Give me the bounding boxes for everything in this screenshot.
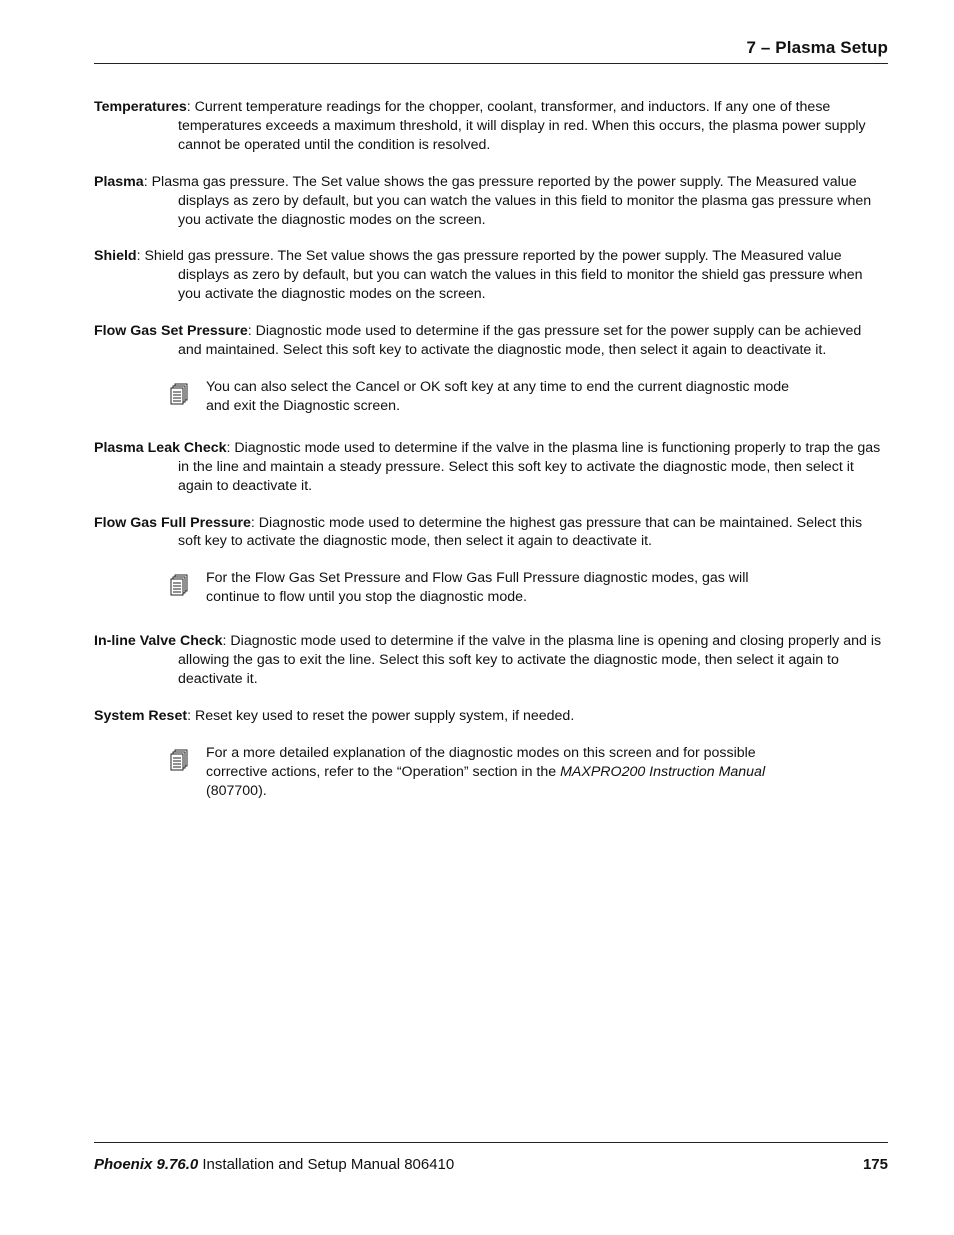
- term-description: : Shield gas pressure. The Set value shows the gas pressure reported by the power supply. The Measured value displays as zero by default, but you can watch the values in this field to monitor the shield gas pressure when you activate the diagnostic modes on the screen.: [136, 248, 863, 303]
- term-description: : Current temperature readings for the chopper, coolant, transformer, and inductors. If any one of these temperatures exceeds a maximum threshold, it will display in red. When this occurs, the plasma power supply cannot be operated until the condition is resolved.: [178, 99, 866, 153]
- manual-title: Installation and Setup Manual 806410: [198, 1156, 455, 1173]
- definition-in-line-valve-check: [94, 632, 888, 689]
- chapter-title: 7 – Plasma Setup: [746, 38, 888, 57]
- manual-reference: MAXPRO200 Instruction Manual: [560, 763, 766, 780]
- note-icon: [169, 574, 189, 598]
- definition-system-reset: [94, 707, 888, 726]
- page-header: [94, 34, 888, 64]
- note-block: [206, 744, 796, 801]
- definition-temperatures: [94, 98, 888, 155]
- note-icon: [169, 383, 189, 407]
- term-label: Plasma: [94, 173, 144, 190]
- document-body: [94, 98, 888, 800]
- note-block: [206, 569, 796, 607]
- note-icon: [169, 749, 189, 773]
- note-text-after: (807700).: [206, 782, 267, 799]
- term-description: : Diagnostic mode used to determine the highest gas pressure that can be maintained. Select this soft key to activate the diagnostic mode, then select it again to deactivate it.: [178, 514, 863, 550]
- term-label: Flow Gas Full Pressure: [94, 514, 251, 531]
- product-name: Phoenix 9.76.0: [94, 1156, 199, 1173]
- term-description: : Diagnostic mode used to determine if the valve in the plasma line is functioning properly to trap the gas in the line and maintain a steady pressure. Select this soft key to activate the diagnostic mode, then select it again to deactivate it.: [178, 439, 881, 494]
- note-text: You can also select the Cancel or OK soft key at any time to end the current diagnostic mode and exit the Diagnostic screen.: [206, 378, 790, 414]
- term-label: Flow Gas Set Pressure: [94, 323, 248, 340]
- footer-title: [94, 1156, 454, 1173]
- term-description: : Reset key used to reset the power supply system, if needed.: [187, 707, 575, 724]
- term-description: : Diagnostic mode used to determine if the gas pressure set for the power supply can be achieved and maintained. Select this soft key to activate the diagnostic mode, then select it again to deactivate it.: [178, 323, 862, 359]
- term-label: Shield: [94, 248, 137, 265]
- term-description: : Diagnostic mode used to determine if the valve in the plasma line is opening and closing properly and is allowing the gas to exit the line. Select this soft key to activate the diagnostic mode, then select it again to deactivate it.: [178, 633, 882, 687]
- note-block: [206, 378, 796, 416]
- note-text: [206, 745, 765, 799]
- term-label: Temperatures: [94, 99, 187, 115]
- page-number: 175: [862, 1156, 888, 1173]
- term-label: System Reset: [94, 707, 188, 724]
- term-label: In-line Valve Check: [94, 633, 223, 650]
- note-text-before: For a more detailed explanation of the diagnostic modes on this screen and for possible corrective actions, refer to the “Operation” section in the: [206, 744, 756, 780]
- term-label: Plasma Leak Check: [94, 439, 227, 456]
- definition-plasma: [94, 173, 888, 230]
- definition-plasma-leak-check: [94, 439, 888, 496]
- page-footer: [94, 1142, 888, 1183]
- definition-flow-gas-full-pressure: [94, 514, 888, 552]
- definition-shield: [94, 247, 888, 304]
- note-text: For the Flow Gas Set Pressure and Flow Gas Full Pressure diagnostic modes, gas will continue to flow until you stop the diagnostic mode.: [206, 570, 749, 606]
- definition-flow-gas-set-pressure: [94, 322, 888, 360]
- term-description: : Plasma gas pressure. The Set value shows the gas pressure reported by the power supply. The Measured value displays as zero by default, but you can watch the values in this field to monitor the plasma gas pressure when you activate the diagnostic modes on the screen.: [143, 173, 872, 228]
